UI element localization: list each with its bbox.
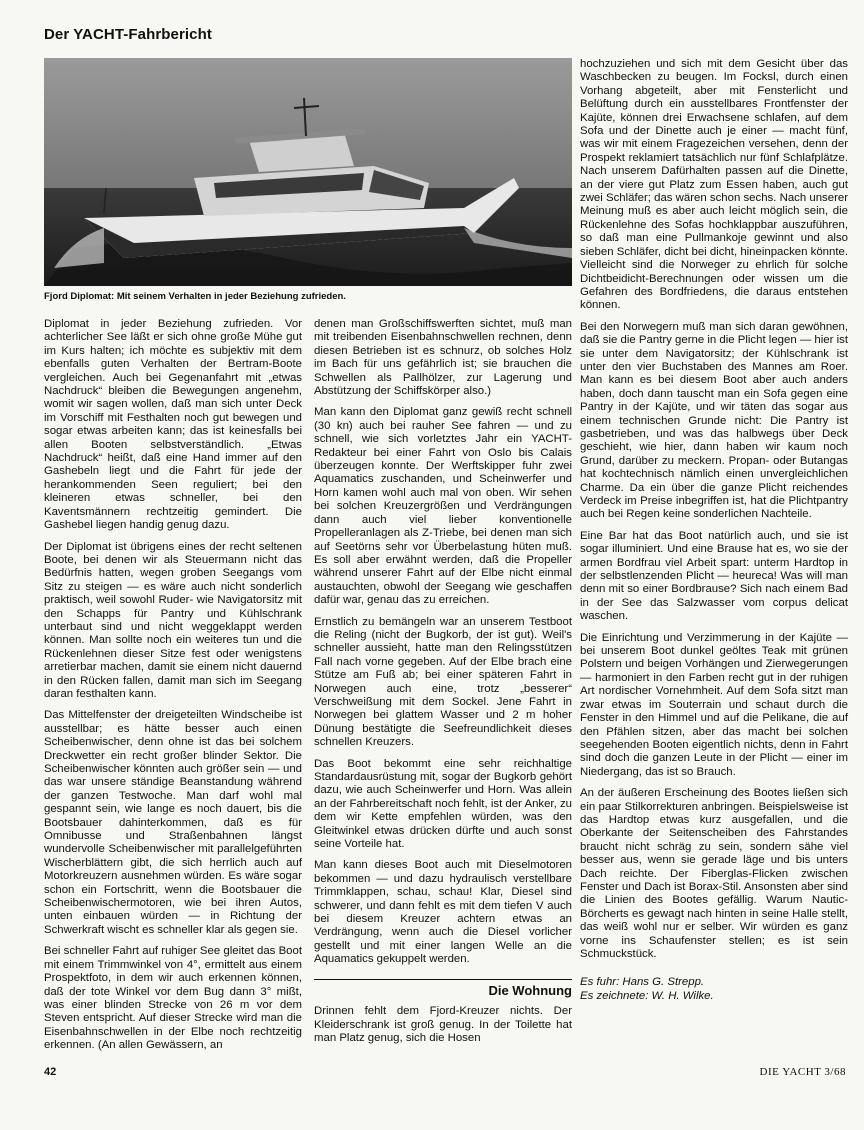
text-column-2 — [314, 318, 572, 1053]
photo-caption: Fjord Diplomat: Mit seinem Verhalten in jeder Beziehung zufrieden. — [44, 291, 346, 302]
paragraph: Das Mittelfenster der dreigeteilten Windscheibe ist ausstellbar; es hätte besser auch einen Scheibenwischer, denn ohne ist das bei solchem Dreckwetter ein recht großer blinder Sektor. Die Scheibenwischer könnten auch größer sein — und das war unsere ständige Beanstandung während der ganzen Testwoche. Man darf wohl mal gespannt sein, wie lange es noch dauert, bis die Bootsbauer dahinterkommen, daß es für Omnibusse und Straßenbahnen längst wundervolle Scheibenwischer mit parallelgeführten Wischerblättern gibt, die sich herrlich auch auf Motorkreuzern ausnehmen würden. Es wäre sogar schon ein Fortschritt, wenn die Bootsbauer die Scheibenwischermotoren, wie bei ihren Autos, unten einbauen würden — in Richtung der Schwerkraft wischt es schneller klar als gegen sie. — [44, 709, 302, 936]
paragraph: Eine Bar hat das Boot natürlich auch, und sie ist sogar illuminiert. Und eine Brause hat es, wo sie der armen Bordfrau viel Arbeit spart: unterm Hardtop in der selbstlenzenden Plicht — heureca! Was will man denn mit so einer Bordbrause? Sich nach einem Bad in der See das Salzwasser vom corpus delicat waschen. — [580, 529, 848, 623]
page-number: 42 — [44, 1066, 57, 1078]
paragraph: denen man Großschiffswerften sichtet, muß man mit treibenden Eisenbahnschwellen rechnen, denn diesen Betrieben ist es schnurz, ob solches Holz im Bach für uns gefährlich ist; sie brauchen die Schwellen als Pallhölzer, zur Lagerung und Abstützung der Schiffskörper also.) — [314, 318, 572, 398]
paragraph: Der Diplomat ist übrigens eines der recht seltenen Boote, bei denen wir als Steuermann nicht das Bedürfnis hatten, wegen groben Seegangs vom Sitz zu steigen — es wäre auch nicht sonderlich praktisch, weil sowohl Ruder- wie Navigatorsitz mit den Schapps für Pantry und Kühlschrank unterbaut sind und nicht weggeklappt werden können. Man sollte noch ein weiteres tun und die Rückenlehnen dieser Sitze fest oder wenigstens arretierbar machen, damit sie einem nicht dauernd in den Rücken fallen, damit man sich im Seegang daran festhalten kann. — [44, 540, 302, 700]
paragraph: Bei den Norwegern muß man sich daran gewöhnen, daß sie die Pantry gerne in die Plicht legen — hier ist sie unter dem Navigatorsitz; der Kühlschrank ist unter den vier Buchstaben des Mannes am Roer. Man kann es bei diesem Boot aber auch anders haben, doch dann tauscht man ein Sofa gegen eine Pantry in der Kajüte, und wir täten das sogar aus einem technischen Grunde nicht: Die Pantry ist gasbetrieben, und was das halbwegs über Deck geschieht, wie hier, dann haben wir kaum noch Grund, darüber zu meckern. Propan- oder Butangas hat kochtechnisch nämlich einen unvergleichlichen Charme. Da ein über die ganze Plicht reichendes Verdeck im Preise inbegriffen ist, hat die Plichtpantry auch bei Regen keine sonderlichen Nachteile. — [580, 320, 848, 521]
paragraph: Man kann dieses Boot auch mit Dieselmotoren bekommen — und dazu hydraulisch verstellbare Trimmklappen, schau, schau! Klar, Diesel sind schwerer, und dann fehlt es mit dem tiefen V auch bei diesem Kreuzer achtern etwas an Verdrängung, wenn auch die Diesel vorlicher gestellt und mit einer langen Welle an die Aquamatics gekuppelt werden. — [314, 859, 572, 966]
paragraph: Drinnen fehlt dem Fjord-Kreuzer nichts. Der Kleiderschrank ist groß genug. In der Toilette hat man Platz genug, sich die Hosen — [314, 1005, 572, 1044]
section-header: Der YACHT-Fahrbericht — [44, 26, 212, 43]
paragraph: Das Boot bekommt eine sehr reichhaltige Standardausrüstung mit, sogar der Bugkorb gehört dazu, wie auch Scheinwerfer und Horn. Was allein an der Fahrbereitschaft noch fehlt, ist der Anker, zu dem wir Kette empfehlen würden, was den Gleitwinkel etwas drücken dürfte und auch sonst seine Vorteile hat. — [314, 757, 572, 851]
text-column-1 — [44, 318, 302, 1061]
paragraph: hochzuziehen und sich mit dem Gesicht über das Waschbecken zu beugen. Im Focksl, durch einen Vorhang abgeteilt, aber mit Fensterlicht und Belüftung durch ein ausstellbares Frontfenster der Kajüte, können drei Erwachsene schlafen, auf dem Sofa und der Dinette auch je einer — macht fünf, was wir mit einem Fragezeichen versehen, denn der Prospekt reklamiert tatsächlich nur fünf Schlafplätze. Nach unserem Dafürhalten passen auf die Dinette, an der viere gut Platz zum Essen haben, auch gut zwei Schläfer; das wären schon sechs. Nach unserer Meinung muß es aber auch leicht möglich sein, die Rückenlehne des Sofas hochklappbar auszuführen, so daß man eine Pullmankoje gewinnt und also sieben Schläfer, dicht bei dicht, hineinpacken könnte. Vielleicht sind die Norweger zu ehrlich für solche Dichtbeidicht-Berechnungen oder wissen um die Gefahren des Bordfriedens, die daraus entstehen können. — [580, 58, 848, 312]
paragraph: An der äußeren Erscheinung des Bootes ließen sich ein paar Stilkorrekturen anbringen. Beispielsweise ist das Hardtop etwas kurz ausgefallen, und die Oberkante der Seitenscheiben des Fahrstandes braucht nicht schräg zu sein, sondern sähe viel besser aus, wenn sie gerade läge und bis unters Dach reichte. Der Fiberglas-Flicken zwischen Fenster und Dach ist Borax-Stil. Ansonsten aber sind die Linien des Bootes gefällig. Warum Nautic-Börcherts es gewagt nach hinten in seine Halle stellt, das weiß wohl nur er selber. Wir würden es ganz vorne ins Schaufenster stellen; es ist sein Schmuckstück. — [580, 787, 848, 960]
paragraph: Ernstlich zu bemängeln war an unserem Testboot die Reling (nicht der Bugkorb, der ist gut). Weil's schneller aussieht, hatte man den Relingsstützen Fall nach vorne gegeben. Auf der Elbe brach eine Stütze am Fuß ab; bei einer späteren Fahrt in Norwegen auch eine, trotz „besserer“ Verschweißung mit dem Sockel. Jene Fahrt in Norwegen bei glattem Wasser und 2 m hoher Dünung bestätigte die Seefreundlichkeit dieses schnellen Kreuzers. — [314, 615, 572, 749]
credits — [580, 975, 848, 1003]
paragraph: Die Einrichtung und Verzimmerung in der Kajüte — bei unserem Boot dunkel geöltes Teak mit grünen Polstern und beigen Vorhängen und Zierwegerungen — harmoniert in den Farben recht gut in der ruhigen Art nordischer Vornehmheit. Auf dem Sofa sitzt man zwar etwas im Souterrain und schaut durch die Fenster in den Himmel und auf die Pelikane, die auf den Pfählen sitzen, aber das macht bei solchen seegehenden Booten eigentlich nichts, denn in Fahrt sind doch die ganzen Leute in der Plicht — einer im Niedergang, das ist so Brauch. — [580, 631, 848, 778]
magazine-issue: DIE YACHT 3/68 — [759, 1066, 846, 1078]
section-subheading: Die Wohnung — [314, 979, 572, 997]
credit-artist: Es zeichnete: W. H. Wilke. — [580, 990, 714, 1003]
paragraph: Diplomat in jeder Beziehung zufrieden. Vor achterlicher See läßt er sich ohne große Mühe gut im Kurs halten; ich möchte es subjektiv mit dem ebenfalls guten Verhalten der Bertram-Boote vergleichen. Auch bei Gegenanfahrt mit „etwas Nachdruck“ bleiben die Bewegungen angenehm, womit wir sagen wollen, daß man sich unter Deck im Vorschiff mit Festhalten noch gut bewegen und sogar etwas arbeiten kann; das ist keinesfalls bei allen Booten selbstverständlich. „Etwas Nachdruck“ heißt, daß eine Hand immer auf den Gashebeln liegt und die Fahrt für jede der herankommenden Seen reguliert; bei den kleineren etwas schneller, bei den Kaventsmännern rechtzeitig gemindert. Die Gashebel liegen handig genug dazu. — [44, 318, 302, 532]
credit-driver: Es fuhr: Hans G. Strepp. — [580, 976, 705, 989]
boat-photo — [44, 58, 572, 286]
paragraph: Bei schneller Fahrt auf ruhiger See gleitet das Boot mit einem Trimmwinkel von 4°, ermittelt aus einem Prospektfoto, in dem wir auch erkennen können, daß der tote Winkel vor dem Bug dann 3° mißt, was einer blinden Strecke von 26 m vor dem Steven entspricht. Auf dieser Strecke wird man die Eisenbahnschwellen in der Elbe noch rechtzeitig erkennen. (An allen Gewässern, an — [44, 945, 302, 1052]
paragraph: Man kann den Diplomat ganz gewiß recht schnell (30 kn) auch bei rauher See fahren — und zu schnell, wie sich vorletztes Jahr ein YACHT-Redakteur bei einer Fahrt von Oslo bis Calais überzeugen konnte. Der Werftskipper fuhr zwei Aquamatics zuschanden, und Scheinwerfer und Horn kamen wohl auch mal von oben. Wir sehen bei solchen Kreuzergrößen und Verdrängungen dann auch viel lieber konventionelle Propelleranlagen als Z-Triebe, bei denen man sich auf Seetörns sehr vor Überbelastung hüten muß. Es soll aber erwähnt werden, daß die Propeller während unserer Fahrt auf der Elbe nicht einmal austauchten, obwohl der Seegang wie geschaffen dafür war, genau das zu erreichen. — [314, 406, 572, 607]
text-column-3 — [580, 58, 848, 1003]
